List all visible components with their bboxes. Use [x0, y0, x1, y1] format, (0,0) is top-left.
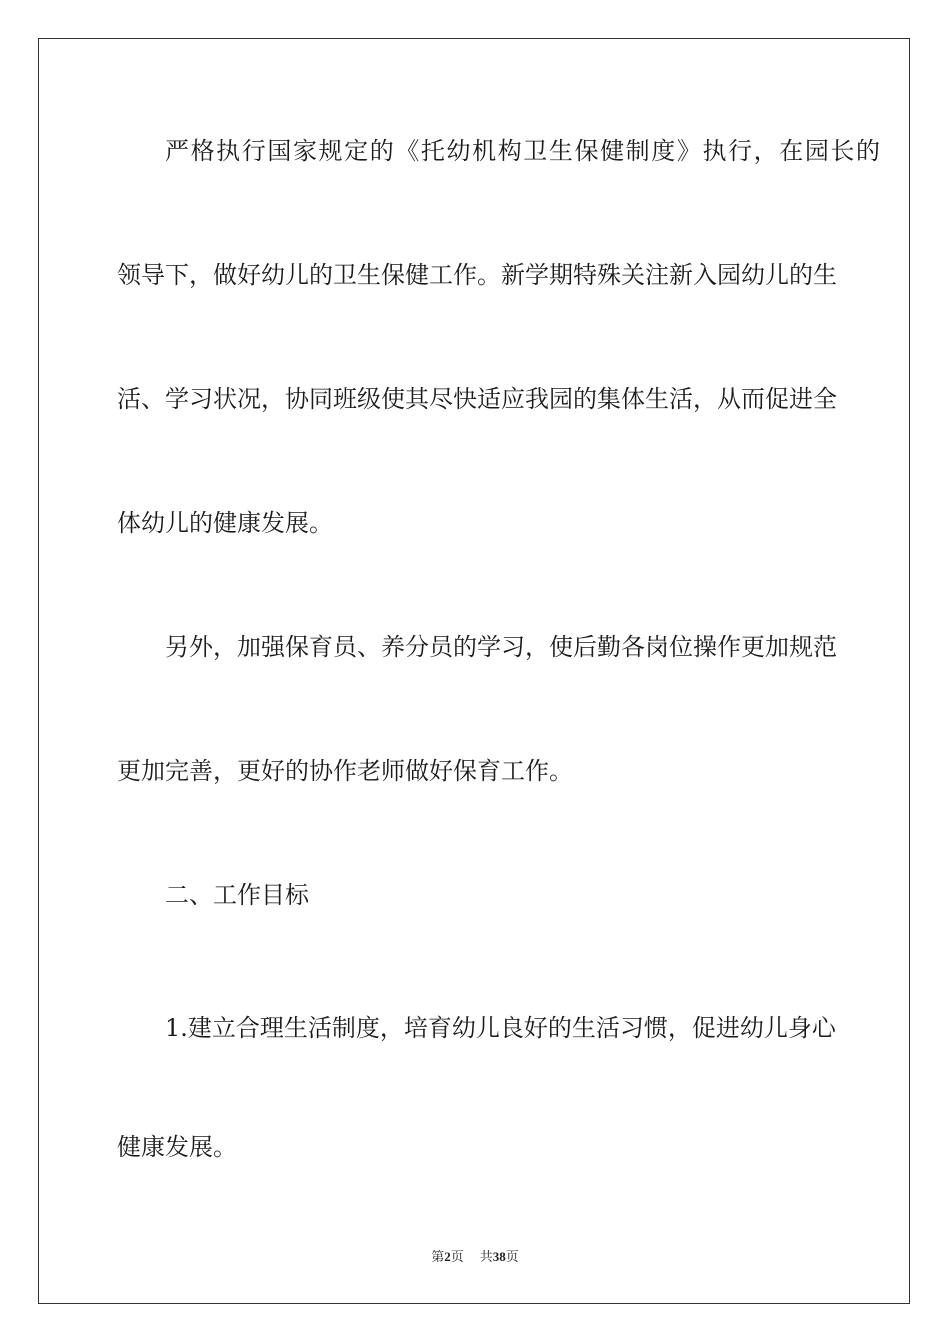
total-suffix: 页 — [505, 1250, 519, 1265]
page-footer — [0, 1248, 950, 1267]
paragraph-1-line-1: 严格执行国家规定的《托幼机构卫生保健制度》执行，在园长的 — [165, 137, 880, 165]
paragraph-2-line-2: 更加完善，更好的协作老师做好保育工作。 — [117, 757, 573, 785]
paragraph-3-line-1: 1.建立合理生活制度，培育幼儿良好的生活习惯，促进幼儿身心 — [165, 1014, 836, 1042]
paragraph-3-line-2: 健康发展。 — [117, 1133, 237, 1161]
total-pages: 38 — [492, 1249, 506, 1264]
paragraph-1-line-3: 活、学习状况，协同班级使其尽快适应我园的集体生活，从而促进全 — [117, 385, 837, 413]
paragraph-1-line-2: 领导下，做好幼儿的卫生保健工作。新学期特殊关注新入园幼儿的生 — [117, 261, 837, 289]
page-border — [38, 38, 910, 1304]
page-prefix: 第 — [431, 1250, 445, 1265]
page-suffix: 页 — [450, 1250, 464, 1265]
paragraph-1-line-4: 体幼儿的健康发展。 — [117, 509, 333, 537]
page-number: 2 — [444, 1249, 451, 1264]
total-prefix: 共 — [479, 1250, 493, 1265]
paragraph-2-line-1: 另外，加强保育员、养分员的学习，使后勤各岗位操作更加规范 — [165, 633, 837, 661]
section-heading: 二、工作目标 — [165, 881, 309, 909]
